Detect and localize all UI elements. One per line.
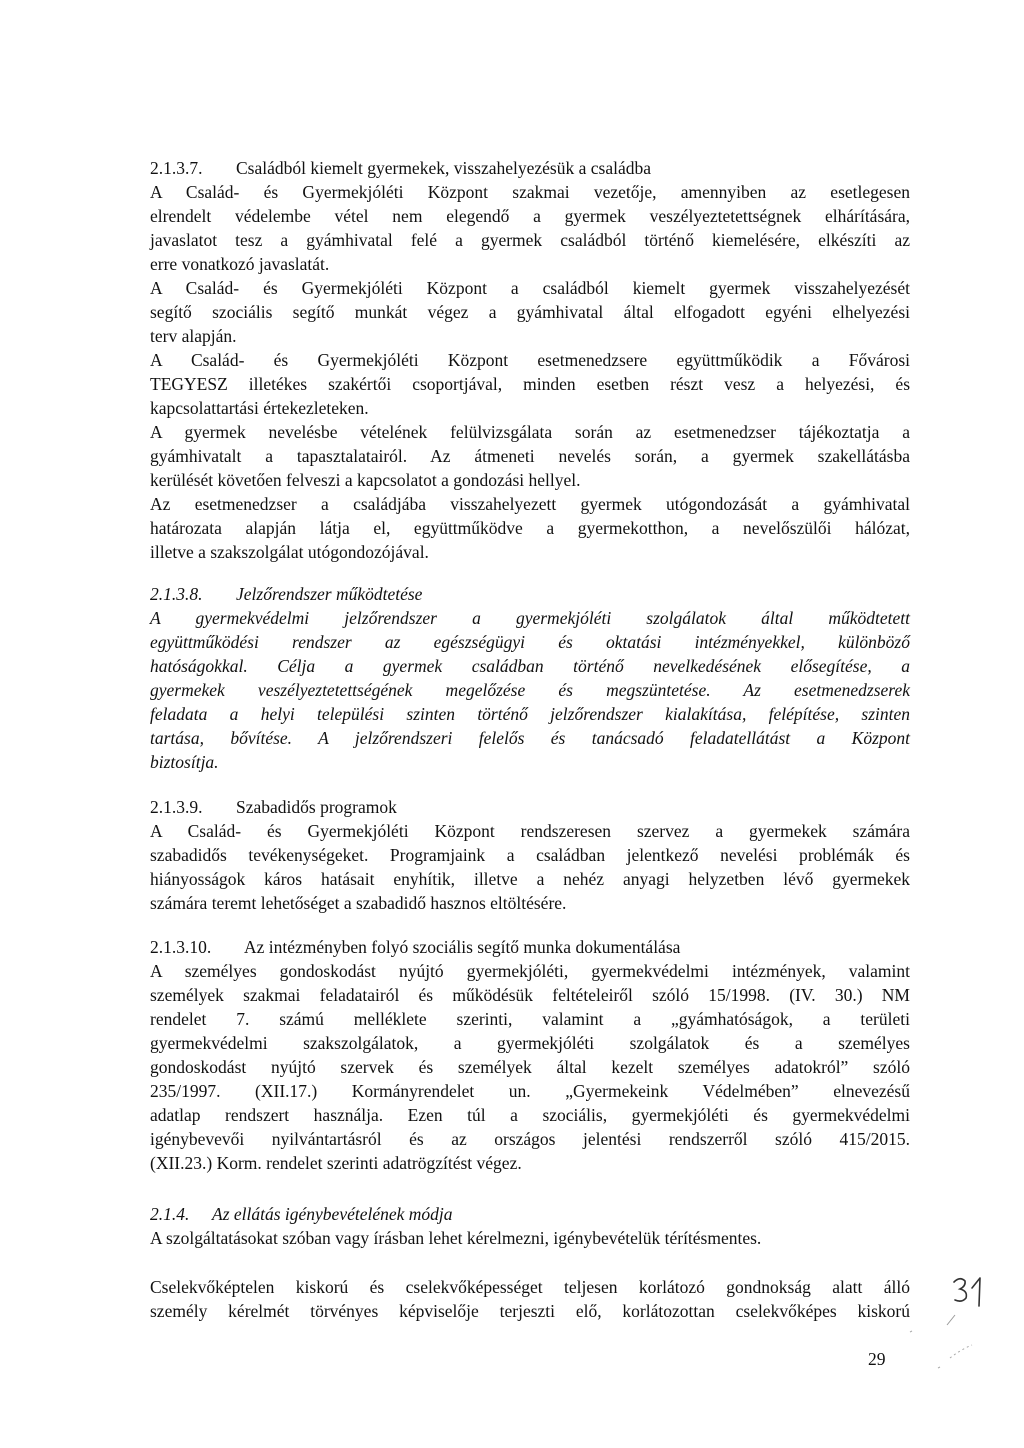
paragraph-line: A Család- és Gyermekjóléti Központ a családból kiemelt gyermek visszahelyezését (150, 278, 910, 298)
paragraph-line: segítő szociális segítő munkát végez a gyámhivatal által elfogadott egyéni elhelyezési (150, 302, 910, 322)
paragraph-line: szabadidős tevékenységeket. Programjaink a családban jelentkező nevelési problémák és (150, 845, 910, 865)
paragraph-line: gyermekvédelmi szakszolgálatok, a gyermekjóléti szolgálatok és a személyes (150, 1033, 910, 1053)
section-number: 2.1.3.10. (150, 937, 212, 957)
paragraph-line: feladata a helyi települési szinten történő jelzőrendszer kialakítása, felépítése, szinten (150, 704, 910, 724)
paragraph-line: gyámhivatalt a tapasztalatairól. Az átmeneti nevelés során, a gyermek szakellátásba (150, 446, 910, 466)
section-title: Szabadidős programok (236, 797, 397, 817)
section-number: 2.1.3.7. (150, 158, 203, 178)
paragraph-line: személy kérelmét törvényes képviselője terjeszti elő, korlátozottan cselekvőképes kiskorú (150, 1301, 910, 1321)
paragraph-line: erre vonatkozó javaslatát. (150, 254, 330, 274)
paragraph-line: határozata alapján látja el, együttműködve a gyermekotthon, a nevelőszülői hálózat, (150, 518, 910, 538)
paragraph-line: személyek szakmai feladatairól és működésük feltételeiről szóló 15/1998. (IV. 30.) NM (150, 985, 910, 1005)
section-heading-2137 (150, 157, 910, 179)
paragraph-line: A gyermek nevelésbe vételének felülvizsgálata során az esetmenedzser tájékoztatja a (150, 422, 910, 442)
paragraph-line: kapcsolattartási értekezleteken. (150, 398, 369, 418)
section-number: 2.1.4. (150, 1204, 190, 1224)
section-number: 2.1.3.9. (150, 797, 203, 817)
paragraph-line: hiányosságok káros hatásait enyhítik, illetve a nehéz anyagi helyzetben lévő gyermekek (150, 869, 910, 889)
section-title: Az intézményben folyó szociális segítő munka dokumentálása (244, 937, 681, 957)
paragraph-line: együttműködési rendszer az egészségügyi és oktatási intézményekkel, különböző (150, 632, 910, 652)
paragraph-line: A személyes gondoskodást nyújtó gyermekjóléti, gyermekvédelmi intézmények, valamint (150, 961, 910, 981)
paragraph-line: tartása, bővítése. A jelzőrendszeri felelős és tanácsadó feladatellátást a Központ (150, 728, 910, 748)
paragraph-line: rendelet 7. számú melléklete szerinti, valamint a „gyámhatóságok, a területi (150, 1009, 910, 1029)
paragraph-line: számára teremt lehetőséget a szabadidő hasznos eltöltésére. (150, 893, 567, 913)
paragraph-line: Az esetmenedzser a családjába visszahelyezett gyermek utógondozását a gyámhivatal (150, 494, 910, 514)
paragraph-line: igénybevevői nyilvántartásról és az országos jelentési rendszerről szóló 415/2015. (150, 1129, 910, 1149)
page-number: 29 (868, 1349, 886, 1369)
paragraph-line: javaslatot tesz a gyámhivatal felé a gyermek családból történő kiemelésére, elkészíti az (150, 230, 910, 250)
paragraph-line: 235/1997. (XII.17.) Kormányrendelet un. „Gyermekeink Védelmében” elnevezésű (150, 1081, 910, 1101)
paragraph-line: A Család- és Gyermekjóléti Központ szakmai vezetője, amennyiben az esetlegesen (150, 182, 910, 202)
paragraph-line: A szolgáltatásokat szóban vagy írásban lehet kérelmezni, igénybevételük térítésmentes. (150, 1228, 762, 1248)
paragraph-line: (XII.23.) Korm. rendelet szerinti adatrögzítést végez. (150, 1153, 522, 1173)
paragraph-line: hatóságokkal. Célja a gyermek családban történő nevelkedésének elősegítése, a (150, 656, 910, 676)
section-heading-2138 (150, 583, 910, 605)
paragraph-line: adatlap rendszert használja. Ezen túl a szociális, gyermekjóléti és gyermekvédelmi (150, 1105, 910, 1125)
paragraph-line: kerülését követően felveszi a kapcsolatot a gondozási hellyel. (150, 470, 581, 490)
paragraph-line: A Család- és Gyermekjóléti Központ rendszeresen szervez a gyermekek számára (150, 821, 910, 841)
paragraph-line: gondoskodást nyújtó szervek és személyek által kezelt személyes adatokról” szóló (150, 1057, 910, 1077)
paragraph-line: biztosítja. (150, 752, 219, 772)
section-title: Az ellátás igénybevételének módja (212, 1204, 453, 1224)
margin-scribble (900, 1310, 990, 1370)
section-heading-2139 (150, 796, 910, 818)
paragraph-line: illetve a szakszolgálat utógondozójával. (150, 542, 429, 562)
section-number: 2.1.3.8. (150, 584, 203, 604)
section-heading-21310 (150, 936, 910, 958)
paragraph-line: terv alapján. (150, 326, 237, 346)
paragraph-line: Cselekvőképtelen kiskorú és cselekvőképességet teljesen korlátozó gondnokság alatt álló (150, 1277, 910, 1297)
paragraph-line: A gyermekvédelmi jelzőrendszer a gyermekjóléti szolgálatok által működtetett (150, 608, 910, 628)
paragraph-line: A Család- és Gyermekjóléti Központ esetmenedzsere együttműködik a Fővárosi (150, 350, 910, 370)
paragraph-line: TEGYESZ illetékes szakértői csoportjával, minden esetben részt vesz a helyezési, és (150, 374, 910, 394)
paragraph-line: elrendelt védelembe vétel nem elegendő a gyermek veszélyeztetettségnek elhárítására, (150, 206, 910, 226)
section-title: Jelzőrendszer működtetése (236, 584, 423, 604)
section-title: Családból kiemelt gyermekek, visszahelyezésük a családba (236, 158, 651, 178)
handwritten-page-number (950, 1272, 990, 1312)
paragraph-line: gyermekek veszélyeztetettségének megelőzése és megszüntetése. Az esetmenedzserek (150, 680, 910, 700)
section-heading-214 (150, 1203, 910, 1225)
